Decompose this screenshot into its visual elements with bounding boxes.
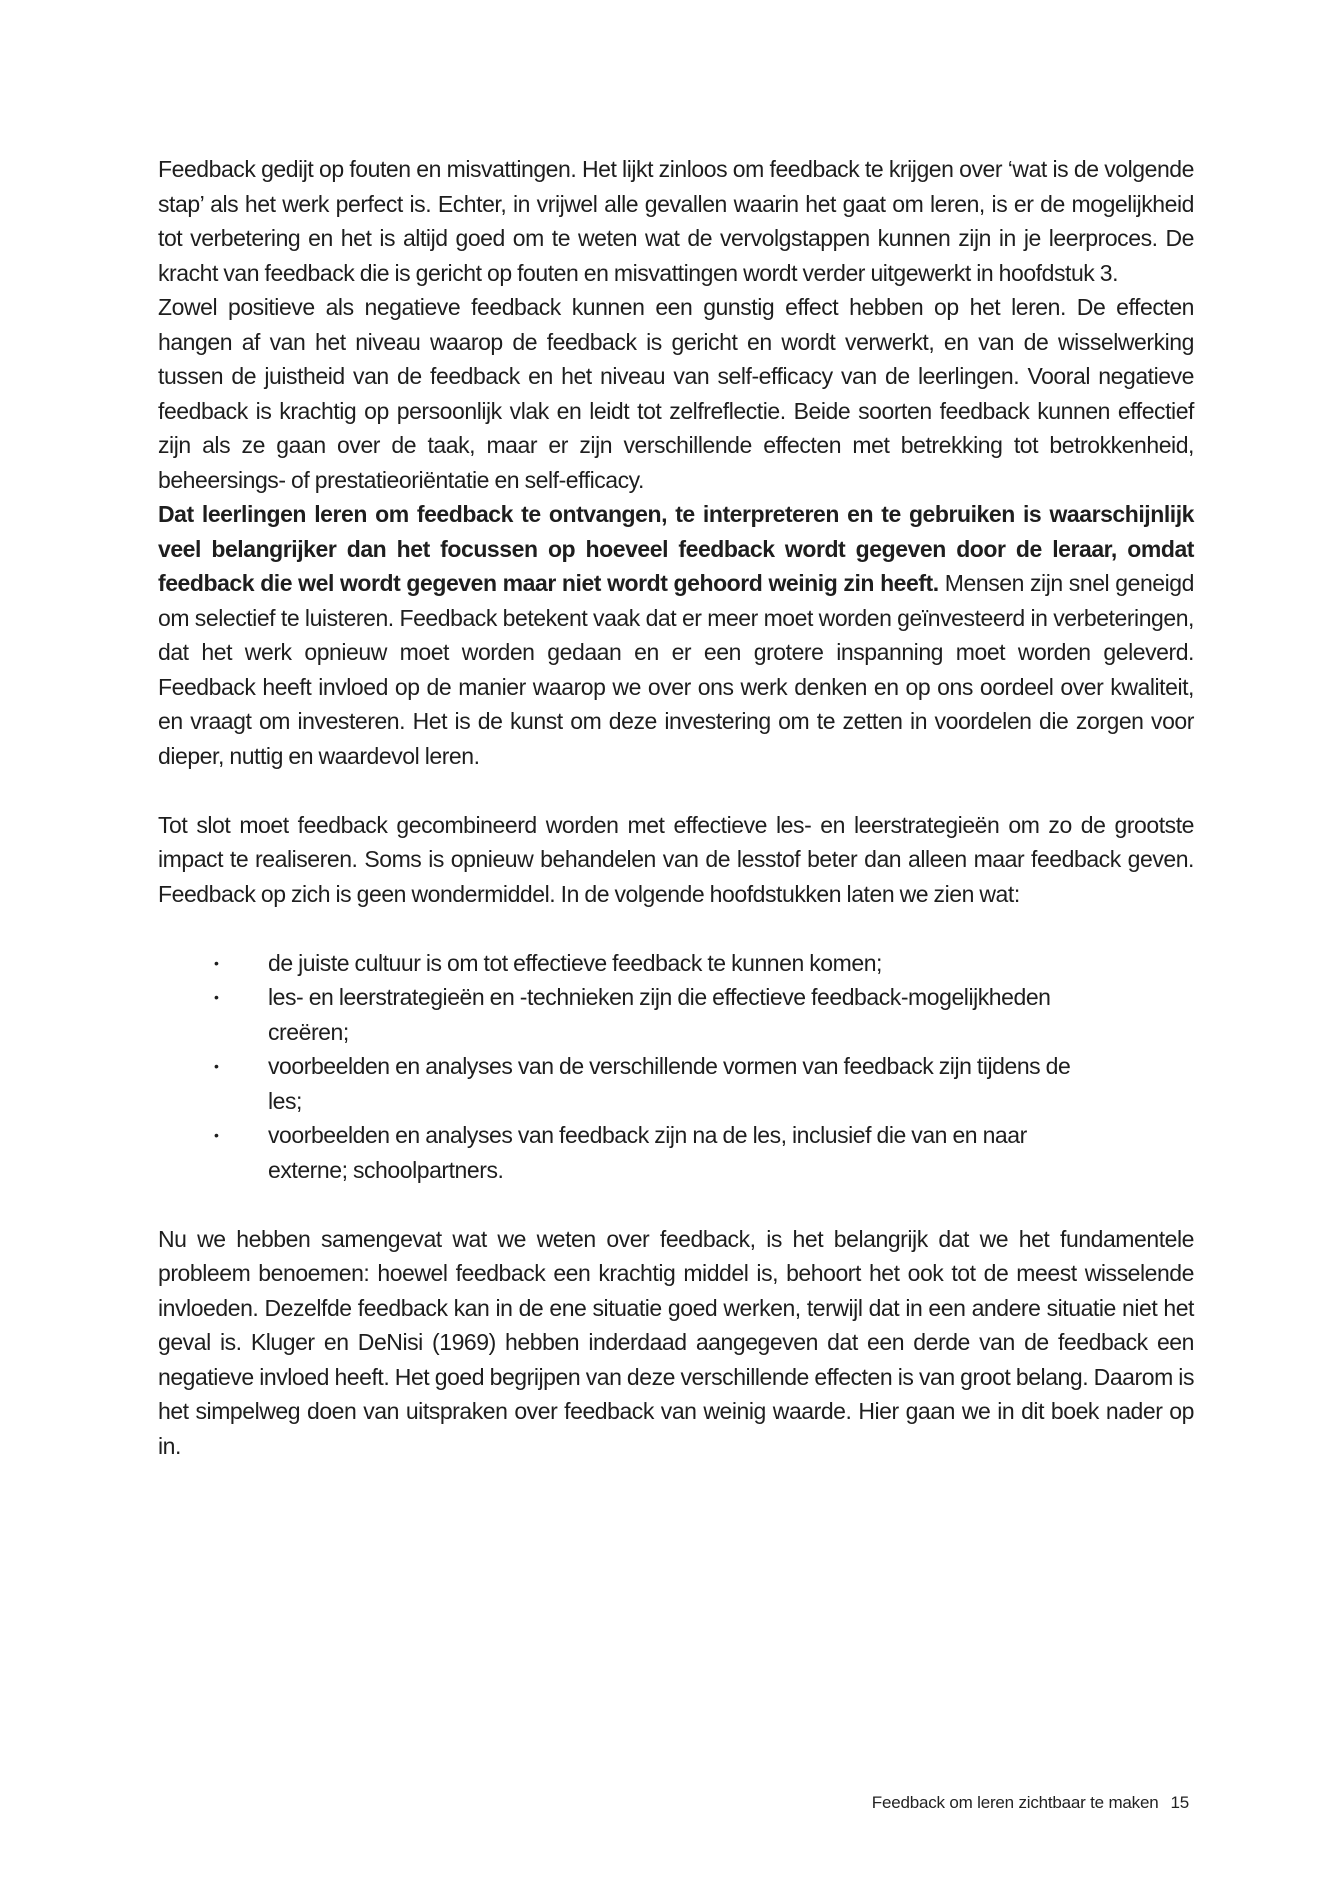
bullet-icon: • — [214, 1127, 219, 1143]
list-item: • les- en leerstrategieën en -technieken zijn die effectieve feedback-mogelijkheden creëren; — [214, 980, 1094, 1049]
spacer — [158, 911, 1194, 946]
bold-emphasis: Dat leerlingen leren om feedback te ontvangen, te interpreteren en te gebruiken is waarschijnlijk veel belangrijker dan het focussen op hoeveel feedback wordt gegeven door de leraar, omdat feedback die wel wordt gegeven maar niet wordt gehoord weinig zin heeft. — [158, 501, 1194, 596]
paragraph-fundamental-problem: Nu we hebben samengevat wat we weten over feedback, is het belangrijk dat we het fundamentele probleem benoemen: hoewel feedback een krachtig middel is, behoort het ook tot de meest wisselende invloeden. Dezelfde feedback kan in de ene situatie goed werken, terwijl dat in een andere situatie niet het geval is. Kluger en DeNisi (1969) hebben inderdaad aangegeven dat een derde van de feedback een negatieve invloed heeft. Het goed begrijpen van deze verschillende effecten is van groot belang. Daarom is het simpelweg doen van uitspraken over feedback van weinig waarde. Hier gaan we in dit boek nader op in. — [158, 1225, 1194, 1459]
spacer — [158, 1187, 1194, 1222]
page-body — [158, 152, 1194, 1463]
bullet-icon: • — [214, 954, 219, 971]
bullet-icon: • — [214, 989, 219, 1005]
list-item: • voorbeelden en analyses van de verschillende vormen van feedback zijn tijdens de les; — [214, 1049, 1094, 1118]
page-number: 15 — [1170, 1793, 1189, 1812]
running-title: Feedback om leren zichtbaar te maken — [871, 1793, 1159, 1812]
paragraph-receiving-feedback — [158, 497, 1194, 773]
paragraph-feedback-errors: Feedback gedijt op fouten en misvattingen. Het lijkt zinloos om feedback te krijgen over ‘wat is de volgende stap’ als het werk perfect is. Echter, in vrijwel alle gevallen waarin het gaat om leren, is er de mogelijkheid tot verbetering en het is altijd goed om te weten wat de vervolgstappen kunnen zijn in je leerproces. De kracht van feedback die is gericht op fouten en misvattingen wordt verder uitgewerkt in hoofdstuk 3. — [158, 156, 1194, 286]
page-footer — [872, 1793, 1189, 1813]
paragraph-positive-negative: Zowel positieve als negatieve feedback kunnen een gunstig effect hebben op het leren. De effecten hangen af van het niveau waarop de feedback is gericht en wordt verwerkt, en van de wisselwerking tussen de juistheid van de feedback en het niveau van self-efficacy van de leerlingen. Vooral negatieve feedback is krachtig op persoonlijk vlak en leidt tot zelfreflectie. Beide soorten feedback kunnen effectief zijn als ze gaan over de taak, maar er zijn verschillende effecten met betrekking tot betrokkenheid, beheersings- of prestatieoriëntatie en self-efficacy. — [158, 294, 1194, 493]
bullet-icon: • — [214, 1058, 219, 1074]
chapter-overview-list — [214, 946, 1094, 1188]
paragraph-text: Mensen zijn snel geneigd om selectief te luisteren. Feedback betekent vaak dat er meer moet worden geïnvesteerd in verbeteringen, dat het werk opnieuw moet worden gedaan en er een grotere inspanning moet worden geleverd. Feedback heeft invloed op de manier waarop we over ons werk denken en op ons oordeel over kwaliteit, en vraagt om investeren. Het is de kunst om deze investering om te zetten in voordelen die zorgen voor dieper, nuttig en waardevol leren. — [158, 570, 1194, 769]
list-item: • voorbeelden en analyses van feedback zijn na de les, inclusief die van en naar externe; schoolpartners. — [214, 1118, 1094, 1187]
list-item: • de juiste cultuur is om tot effectieve feedback te kunnen komen; — [214, 946, 1094, 981]
spacer — [158, 773, 1194, 808]
paragraph-conclusion: Tot slot moet feedback gecombineerd worden met effectieve les- en leerstrategieën om zo de grootste impact te realiseren. Soms is opnieuw behandelen van de lesstof beter dan alleen maar feedback geven. Feedback op zich is geen wondermiddel. In de volgende hoofdstukken laten we zien wat: — [158, 811, 1194, 907]
